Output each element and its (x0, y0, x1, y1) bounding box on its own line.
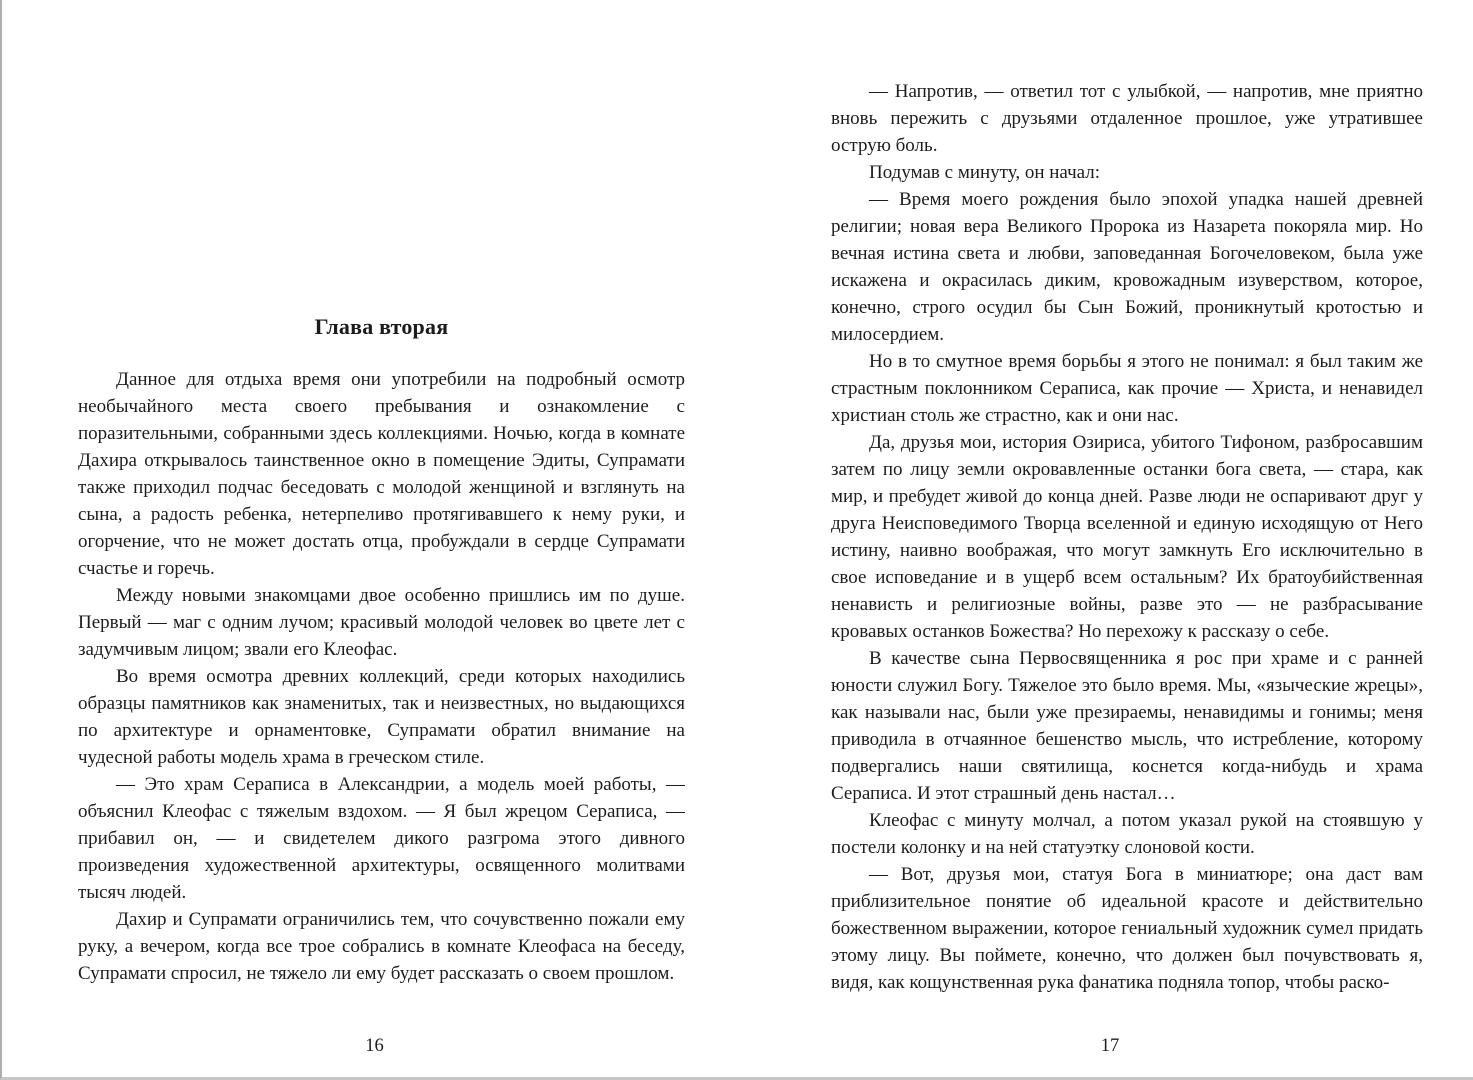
paragraph: — Напротив, — ответил тот с улыбкой, — напротив, мне приятно вновь пережить с друзьями отдаленное прошлое, уже утратившее острую боль. (831, 81, 1423, 156)
paragraph: — Это храм Сераписа в Александрии, а модель моей работы, — объяснил Клеофас с тяжелым вздохом. — Я был жрецом Сераписа, — прибавил он, — и свидетелем дикого разгрома этого дивного произведения художественной архитектуры, освященного молитвами тысяч людей. (78, 774, 685, 903)
left-page-body (78, 0, 685, 987)
paragraph: В качестве сына Первосвященника я рос при храме и с ранней юности служил Богу. Тяжелое это было время. Мы, «языческие жрецы», как называли нас, были уже презираемы, ненавидимы и гонимы; меня приводила в отчаянное бешенство мысль, что истребление, которому подвергались наши святилища, коснется когда-нибудь и храма Сераписа. И этот страшный день настал… (831, 648, 1423, 804)
paragraph: Данное для отдыха время они употребили на подробный осмотр необычайного места своего пребывания и ознакомление с поразительными, собранными здесь коллекциями. Ночью, когда в комнате Дахира открывалось таинственное окно в помещение Эдиты, Супрамати также приходил подчас беседовать с молодой женщиной и взглянуть на сына, а радость ребенка, нетерпеливо протягивавшего к нему руки, и огорчение, что не может достать отца, пробуждали в сердце Супрамати счастье и горечь. (78, 369, 685, 579)
page-number-right: 17 (1100, 1036, 1120, 1056)
paragraph: Во время осмотра древних коллекций, среди которых находились образцы памятников как знаменитых, так и неизвестных, но выдающихся по архитектуре и орнаментовке, Супрамати обратил внимание на чудесной работы модель храма в греческом стиле. (78, 666, 685, 768)
right-page (747, 0, 1473, 1077)
page-number-left: 16 (365, 1036, 384, 1056)
paragraph: Клеофас с минуту молчал, а потом указал рукой на стоявшую у постели колонку и на ней статуэтку слоновой кости. (831, 810, 1423, 858)
paragraph: — Время моего рождения было эпохой упадка нашей древней религии; новая вера Великого Пророка из Назарета покоряла мир. Но вечная истина света и любви, заповеданная Богочеловеком, была уже искажена и окрасилась диким, кровожадным изуверством, которое, конечно, строго осудил бы Сын Божий, проникнутый кротостью и милосердием. (831, 189, 1423, 345)
right-page-body (831, 0, 1423, 996)
left-page (2, 0, 747, 1077)
paragraph: Дахир и Супрамати ограничились тем, что сочувственно пожали ему руку, а вечером, когда все трое собрались в комнате Клеофаса на беседу, Супрамати спросил, не тяжело ли ему будет рассказать о своем прошлом. (78, 909, 685, 984)
paragraph: Подумав с минуту, он начал: (869, 162, 1101, 183)
chapter-title: Глава вторая (314, 314, 449, 339)
paragraph: — Вот, друзья мои, статуя Бога в миниатюре; она даст вам приблизительное понятие об идеальной красоте и действительно божественном выражении, которое гениальный художник сумел придать этому лицу. Вы поймете, конечно, что должен был почувствовать я, видя, как кощунственная рука фанатика подняла топор, чтобы раско- (831, 864, 1423, 993)
paragraph: Но в то смутное время борьбы я этого не понимал: я был таким же страстным поклонником Сераписа, как прочие — Христа, и ненавидел христиан столь же страстно, как и они нас. (831, 351, 1423, 426)
paragraph: Да, друзья мои, история Озириса, убитого Тифоном, разбросавшим затем по лицу земли окровавленные останки бога света, — стара, как мир, и пребудет живой до конца дней. Разве люди не оспаривают друг у друга Неисповедимого Творца вселенной и единую исходящую от Него истину, наивно воображая, что могут замкнуть Его исключительно в свое исповедание и в ущерб всем остальным? Их братоубийственная ненависть и религиозные войны, разве это — не разбрасывание кровавых останков Божества? Но перехожу к рассказу о себе. (831, 432, 1423, 642)
paragraph: Между новыми знакомцами двое особенно пришлись им по душе. Первый — маг с одним лучом; красивый молодой человек во цвете лет с задумчивым лицом; звали его Клеофас. (78, 585, 685, 660)
